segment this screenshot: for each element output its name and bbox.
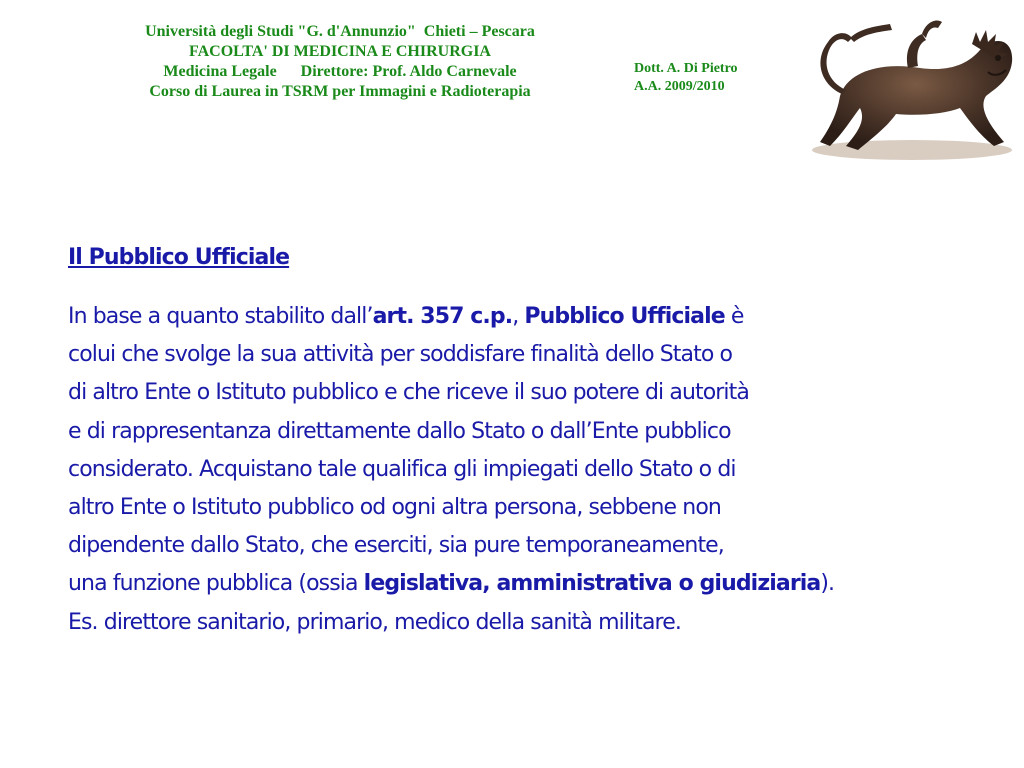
author-block	[634, 60, 738, 96]
slide-content	[68, 240, 998, 642]
body-line-9: Es. direttore sanitario, primario, medico della sanità militare.	[68, 609, 681, 635]
author-name: Dott. A. Di Pietro	[634, 61, 738, 76]
body-line-4: e di rappresentanza direttamente dallo Stato o dall’Ente pubblico	[68, 418, 731, 444]
body-line-3: di altro Ente o Istituto pubblico e che riceve il suo potere di autorità	[68, 380, 749, 406]
body-text: In base a quanto stabilito dall’	[68, 304, 373, 329]
body-text: una funzione pubblica (ossia	[68, 571, 364, 597]
body-line-8	[68, 565, 998, 603]
function-types: legislativa, amministrativa o giudiziaria	[363, 571, 821, 597]
body-line-2: colui che svolge la sua attività per soddisfare finalità dello Stato o	[68, 342, 733, 368]
body-text: è	[724, 304, 744, 329]
institution-header	[60, 22, 620, 102]
header-line-department: Medicina Legale Direttore: Prof. Aldo Carnevale	[163, 63, 517, 80]
term-pubblico-ufficiale: Pubblico Ufficiale	[524, 304, 725, 329]
slide-title: Il Pubblico Ufficiale	[68, 245, 290, 270]
chimera-bronze-statue-icon	[800, 4, 1022, 164]
academic-year: A.A. 2009/2010	[634, 79, 725, 94]
body-text: ,	[512, 304, 525, 329]
article-reference: art. 357 c.p.	[372, 304, 513, 329]
body-line-1	[68, 298, 998, 336]
header-line-course: Corso di Laurea in TSRM per Immagini e Radioterapia	[149, 83, 531, 100]
header-line-faculty: FACOLTA' DI MEDICINA E CHIRURGIA	[189, 43, 491, 60]
body-line-7: dipendente dallo Stato, che eserciti, sia pure temporaneamente,	[68, 533, 724, 559]
body-line-6: altro Ente o Istituto pubblico od ogni altra persona, sebbene non	[68, 495, 721, 521]
body-line-5: considerato. Acquistano tale qualifica gli impiegati dello Stato o di	[68, 456, 736, 482]
header-line-university: Università degli Studi "G. d'Annunzio" Chieti – Pescara	[145, 23, 535, 40]
body-text: ).	[820, 571, 835, 597]
